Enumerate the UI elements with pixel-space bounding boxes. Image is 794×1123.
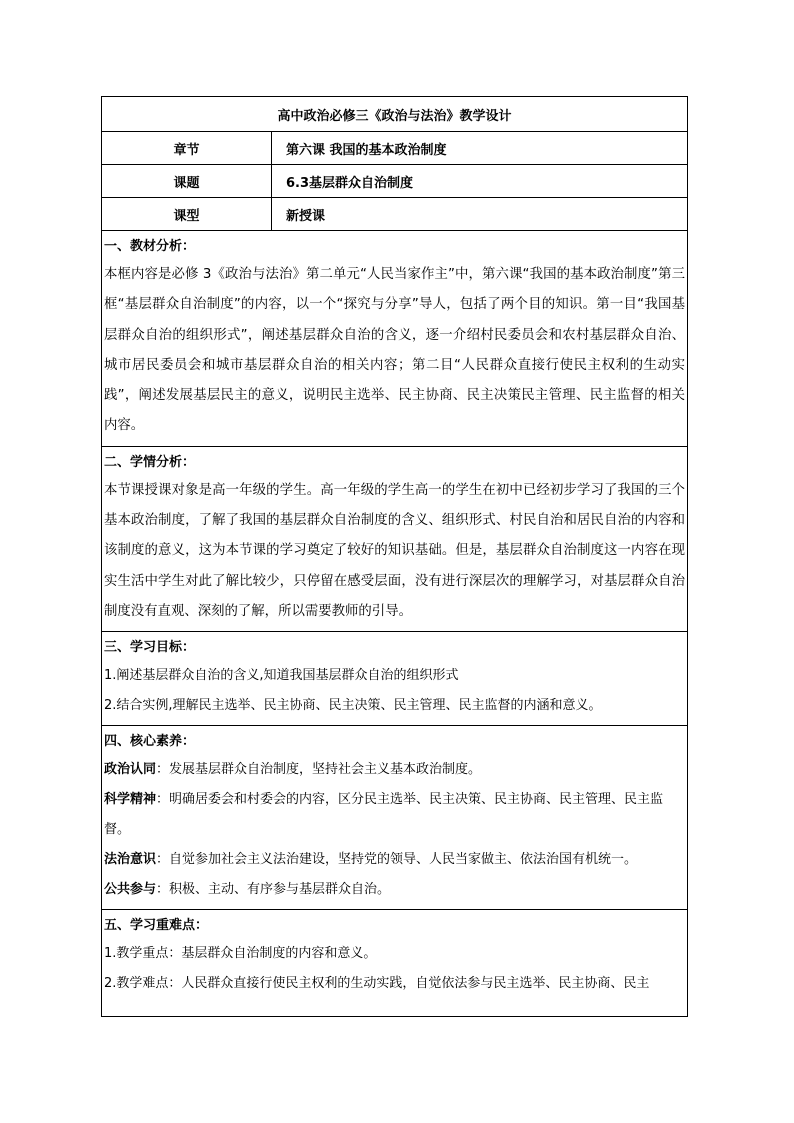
section-key-difficult-points [102,910,687,1003]
section-paragraph: 本框内容是必修 3《政治与法治》第二单元“人民当家作主”中，第六课“我国的基本政治制度”第三框“基层群众自治制度”的内容，以一个“探究与分享”导人，包括了两个目的知识。第一目“我国基层群众自治的组织形式”，阐述基层群众自治的含义，逐一介绍村民委员会和农村基层群众自治、城市居民委员会和城市基层群众自治的相关内容；第二目“人民群众直接行使民主权利的生动实践”，阐述发展基层民主的意义，说明民主选举、民主协商、民主决策民主管理、民主监督的相关内容。 [104,267,685,434]
literacy-label: 法治意识 [104,852,157,868]
literacy-label: 科学精神 [104,792,157,808]
literacy-label: 政治认同 [104,762,157,778]
keypoint-item: 2.教学难点：人民群众直接行使民主权利的生动实践，自觉依法参与民主选举、民主协商、民主 [104,976,650,992]
keypoint-item: 1.教学重点：基层群众自治制度的内容和意义。 [104,946,377,962]
section-core-literacy [102,726,687,910]
literacy-item [104,845,685,875]
section-learning-objectives [102,632,687,726]
literacy-item [104,785,685,845]
literacy-label: 公共参与 [104,882,157,898]
meta-row-type [102,198,687,231]
meta-value: 6.3基层群众自治制度 [286,175,414,191]
section-student-analysis [102,447,687,632]
section-heading: 二、学情分析： [104,454,196,470]
section-heading: 三、学习目标： [104,640,196,656]
objective-item: 2.结合实例,理解民主选举、民主协商、民主决策、民主管理、民主监督的内涵和意义。 [104,698,602,714]
document-title: 高中政治必修三《政治与法治》教学设计 [102,97,687,132]
meta-row-topic [102,165,687,198]
literacy-text: ：明确居委会和村委会的内容，区分民主选举、民主决策、民主协商、民主管理、民主监督。 [104,792,664,838]
section-paragraph: 本节课授课对象是高一年级的学生。高一年级的学生高一的学生在初中已经初步学习了我国的三个基本政治制度，了解了我国的基层群众自治制度的含义、组织形式、村民自治和居民自治的内容和该制度的意义，这为本节课的学习奠定了较好的知识基础。但是，基层群众自治制度这一内容在现实生活中学生对此了解比较少，只停留在感受层面，没有进行深层次的理解学习，对基层群众自治制度没有直观、深刻的了解，所以需要教师的引导。 [104,482,685,619]
meta-value: 新授课 [286,208,326,224]
section-heading: 五、学习重难点： [104,918,209,934]
meta-row-chapter [102,132,687,165]
section-heading: 一、教材分析： [104,239,196,254]
meta-label: 课型 [102,198,272,230]
section-heading: 四、核心素养： [104,734,196,750]
meta-label: 课题 [102,165,272,197]
literacy-item [104,755,685,785]
literacy-item [104,875,685,905]
meta-label: 章节 [102,132,272,164]
meta-value: 第六课 我国的基本政治制度 [286,142,447,158]
objective-item: 1.阐述基层群众自治的含义,知道我国基层群众自治的组织形式 [104,668,459,684]
literacy-text: ：自觉参加社会主义法治建设，坚持党的领导、人民当家做主、依法治国有机统一。 [156,852,638,868]
lesson-plan-table [101,96,688,1017]
section-material-analysis [102,231,687,447]
literacy-text: ：发展基层群众自治制度，坚持社会主义基本政治制度。 [156,762,482,778]
literacy-text: ：积极、主动、有序参与基层群众自治。 [156,882,391,898]
